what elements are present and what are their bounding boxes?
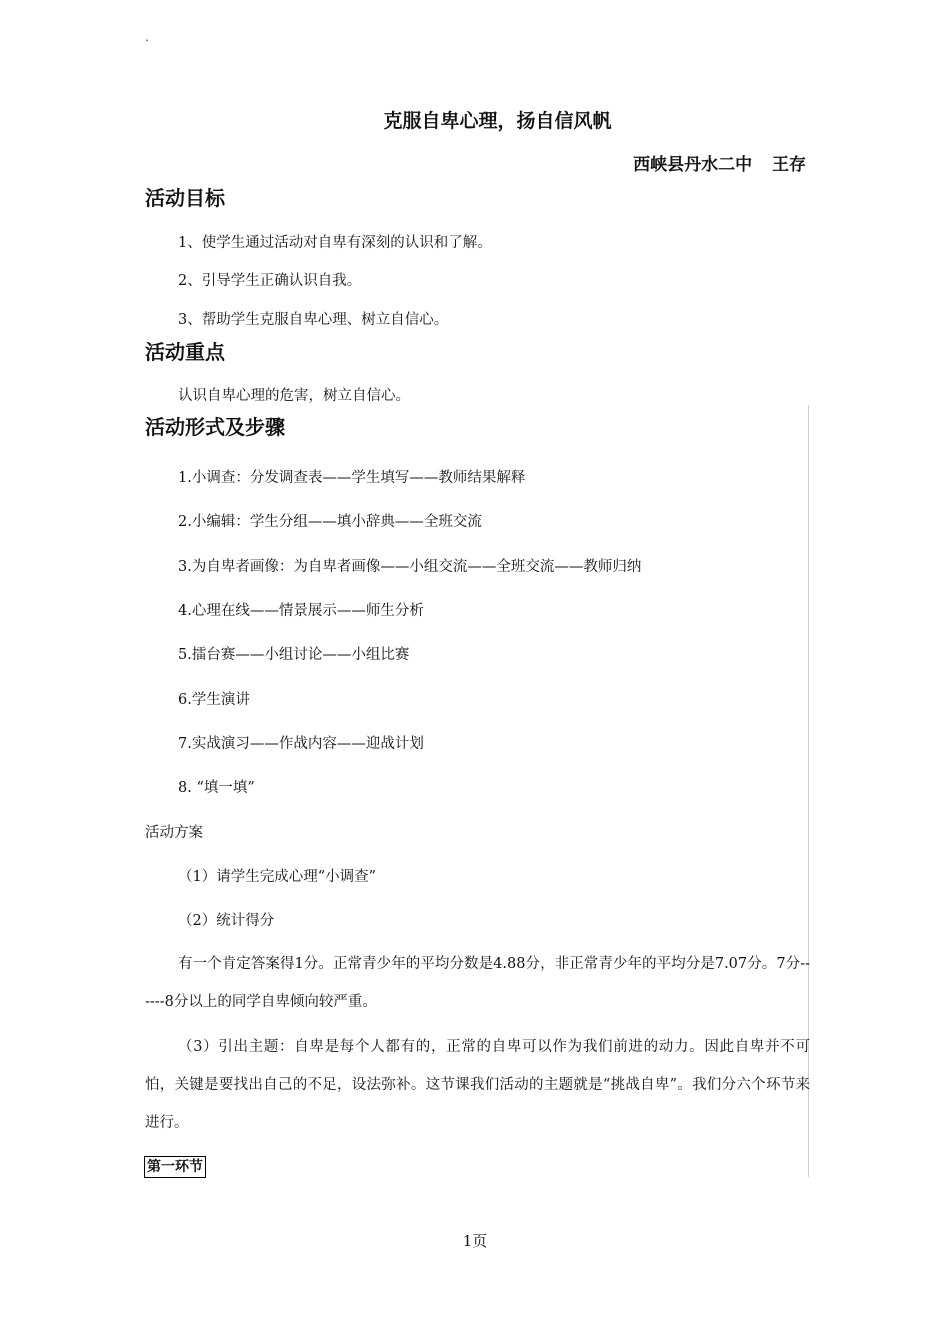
plan-item: （1）请学生完成心理“小调查”: [178, 869, 377, 885]
goal-item: 2、引导学生正确认识自我。: [178, 273, 362, 289]
heading-steps: 活动形式及步骤: [145, 415, 285, 439]
page-number: 1页: [462, 1232, 488, 1250]
header-mark: .: [145, 30, 149, 44]
step-item: 2.小编辑：学生分组——填小辞典——全班交流: [178, 514, 482, 530]
author-line: 西峡县丹水二中 王存: [633, 155, 806, 175]
heading-plan: 活动方案: [145, 825, 203, 841]
focus-text: 认识自卑心理的危害，树立自信心。: [178, 388, 410, 404]
first-link-label: 第一环节: [144, 1156, 206, 1178]
goal-item: 1、使学生通过活动对自卑有深刻的认识和了解。: [178, 235, 492, 251]
step-item: 4.心理在线——情景展示——师生分析: [178, 603, 424, 619]
step-item: 3.为自卑者画像：为自卑者画像——小组交流——全班交流——教师归纳: [178, 559, 642, 575]
document-title: 克服自卑心理，扬自信风帆: [383, 110, 612, 132]
heading-focus: 活动重点: [145, 340, 225, 364]
step-item: 5.擂台赛——小组讨论——小组比赛: [178, 647, 410, 663]
goal-item: 3、帮助学生克服自卑心理、树立自信心。: [178, 312, 449, 328]
step-item: 1.小调查：分发调查表——学生填写——教师结果解释: [178, 470, 526, 486]
step-item: 8. “填一填”: [178, 780, 255, 796]
intro-paragraph: （3）引出主题：自卑是每个人都有的，正常的自卑可以作为我们前进的动力。因此自卑并不可怕，关键是要找出自己的不足，设法弥补。这节课我们活动的主题就是“挑战自卑”。我们分六个环节来进行。: [145, 1039, 810, 1131]
step-item: 6.学生演讲: [178, 692, 250, 708]
step-item: 7.实战演习——作战内容——迎战计划: [178, 736, 424, 752]
plan-item: （2）统计得分: [178, 913, 275, 929]
score-paragraph: 有一个肯定答案得1分。正常青少年的平均分数是4.88分，非正常青少年的平均分是7.07分。7分------8分以上的同学自卑倾向较严重。: [145, 956, 810, 1010]
heading-goals: 活动目标: [145, 186, 225, 210]
